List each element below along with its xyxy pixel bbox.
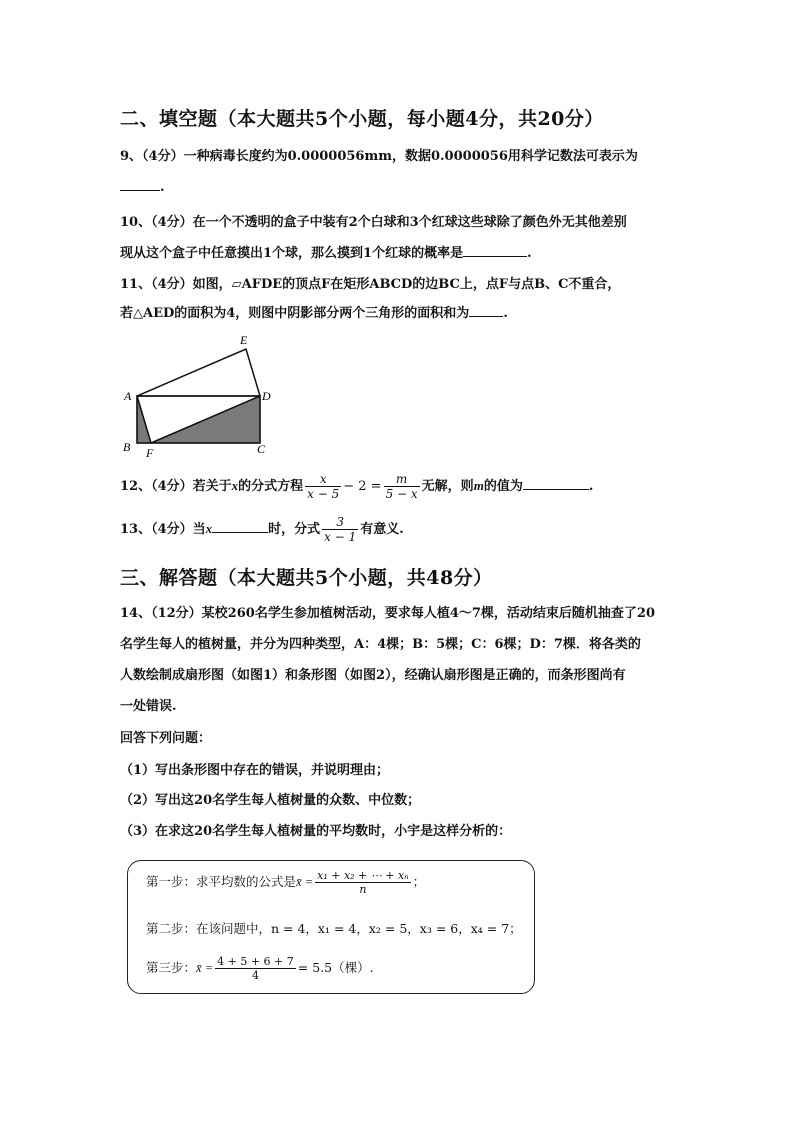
question-14-sub-3: （3）在求这20名学生每人植树量的平均数时，小宇是这样分析的：: [120, 824, 512, 839]
question-12: 12、（4分）若关于x的分式方程 $\frac{x}{x - 5}$ − 2 = $\frac{m}{5 - x}$ 无解，则m的值为 .: [120, 472, 594, 501]
label-c: C: [257, 442, 266, 456]
question-13: 13、（4分）当x 时，分式 $\frac{3}{x - 1}$ 有意义.: [120, 515, 404, 544]
answer-blank-12: [523, 477, 589, 490]
question-9-line-1: 9、（4分）一种病毒长度约为0.0000056mm，数据0.0000056用科学记数法可表示为: [120, 149, 638, 164]
label-b: B: [123, 440, 131, 454]
analysis-step-1: 第一步：求平均数的公式是x̄ = $\frac{\text{x₁ + x₂ + ⋯ + xₙ}}{n}$ ；: [146, 869, 426, 896]
question-14-prompt: 回答下列问题：: [120, 731, 212, 746]
analysis-step-3: 第三步：x̄ = $\frac{4 + 5 + 6 + 7}{4}$ = 5.5（棵）.: [146, 955, 374, 982]
question-11-line-1: 11、（4分）如图，▱AFDE的顶点F在矩形ABCD的边BC上，点F与点B、C不重合，: [120, 277, 621, 292]
answer-blank-10: [463, 244, 527, 257]
section-3-title: 三、解答题（本大题共5个小题，共48分）: [120, 567, 493, 589]
question-14-sub-2: （2）写出这20名学生每人植树量的众数、中位数；: [120, 793, 421, 808]
answer-blank-11: [469, 304, 503, 317]
question-14-sub-1: （1）写出条形图中存在的错误，并说明理由；: [120, 763, 390, 778]
question-14-line-4: 一处错误.: [120, 699, 177, 714]
section-2-title: 二、填空题（本大题共5个小题，每小题4分，共20分）: [120, 108, 604, 130]
answer-blank-13: [212, 520, 268, 533]
label-f: F: [146, 446, 154, 460]
analysis-box: [127, 860, 535, 994]
question-9-line-2: .: [120, 178, 165, 195]
question-14-line-1: 14、（12分）某校260名学生参加植树活动，要求每人植4～7棵，活动结束后随机抽查了20: [120, 606, 655, 621]
answer-blank-9: [120, 178, 160, 191]
analysis-step-2: 第二步：在该问题中，n = 4，x₁ = 4，x₂ = 5，x₃ = 6，x₄ = 7；: [146, 921, 522, 936]
question-10-line-2: 现从这个盒子中任意摸出1个球，那么摸到1个红球的概率是 .: [120, 246, 532, 261]
label-e: E: [240, 333, 248, 347]
geometry-figure: [115, 332, 285, 462]
label-d: D: [262, 389, 271, 403]
label-a: A: [124, 389, 132, 403]
question-11-line-2: 若△AED的面积为4，则图中阴影部分两个三角形的面积和为 .: [120, 306, 508, 321]
question-14-line-3: 人数绘制成扇形图（如图1）和条形图（如图2），经确认扇形图是正确的，而条形图尚有: [120, 668, 626, 683]
question-10-line-1: 10、（4分）在一个不透明的盒子中装有2个白球和3个红球这些球除了颜色外无其他差别: [120, 215, 627, 230]
question-14-line-2: 名学生每人的植树量，并分为四种类型，A：4棵；B：5棵；C：6棵；D：7棵．将各类的: [120, 637, 641, 652]
